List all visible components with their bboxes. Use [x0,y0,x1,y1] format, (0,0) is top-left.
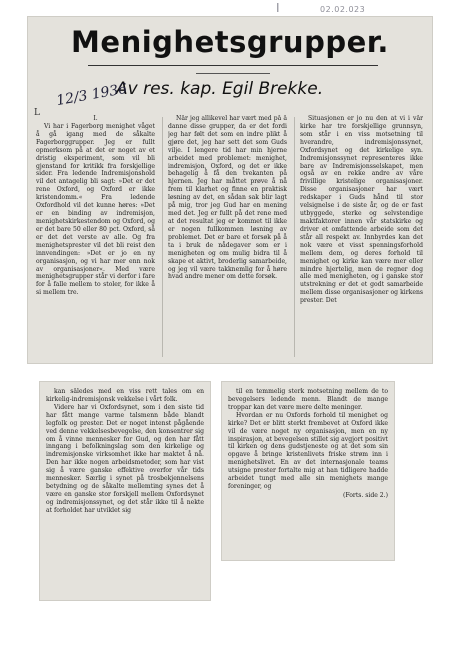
paragraph: Når jeg allikevel har vært med på å danne disse grupper, da er det fordi jeg har følt det som en indre plikt å gjøre det, jeg har sett det som Guds vilje. I lengere tid har min hjerne arbeidet med problemet: menighet, indremisjon, Oxford, og det er ikke behagelig å få den tvekanten på hjernen. Jeg har måttet prøve å nå frem til klarhet og finne en praktisk løsning av det, en sådan sak blir lagt på mig, tror jeg Gud har en mening med det. Jeg er fullt på det rene med at det resultat jeg er kommet til ikke er nogen fullkommen løsning av problemet. Det er bare et forsøk på å ta i bruk de nådegaver som er i menigheten og om mulig bidra til å skape et aktivt, broderlig samarbeide, og jeg vil være takknemlig for å høre hvad andre mener om dette forsøk. [168,115,287,281]
text-column-2 [168,115,287,361]
column-divider [294,117,295,357]
paragraph: til en temmelig sterk motsetning mellem de to bevegelsers ledende menn. Blandt de mange troppar kan det være mere delte meninger. [228,388,388,411]
paragraph: Vi har i Fagerborg menighet våget å gå igang med de såkalte Fagerborggrupper. Jeg er fullt opmerksom på at det er noget av et dristig eksperiment, som vil bli gjenstand for kritikk fra forskjellige sider. Fra ledende Indremisjonshold vil det antagelig bli sagt: »Det er det rene Oxford, og Oxford er ikke kristendomm.« Fra ledende Oxfordhold vil det kunne høres: »Det er en binding av indremisjon, menighetskirkestendom og Oxford, og er det bare 50 eller 80 pct. Oxford, så er det det verste av alle. Og fra menighetsprester vil det bli reist den innvendingen: »Det er jo en ny organisasjon, og vi har mer enn nok av organisasjoner«. Med være menighetsgrupper står vi derfor i fare for å falle mellem to stoler, for ikke å si mellem tre. [36,122,155,297]
text-column-4 [46,388,204,598]
article-clipping-continuation-right [222,382,394,560]
section-number: I. [93,115,98,122]
headline-rule [88,65,378,66]
handwritten-date: 12/3 1936 [55,80,129,110]
headline: Menighetsgrupper. [71,25,389,59]
text-column-5 [228,388,388,556]
text-column-1 [36,115,155,361]
paragraph: Situasjonen er jo nu den at vi i vår kirke har tre forskjellige grunnsyn, som står i en viss motsetning til hverandre, indremisjonssynet, Oxfordsynet og det kirkelige syn. Indremisjonssynet representeres ikke bare av Indremisjonsselskapet, men også av en rekke andre av våre frivillige kristelige organisasjoner. Disse organisasjoner har vært redskaper i Guds hånd til stor velsignelse i de siste år, og de er fast utbyggede, sterke og selvstendige maktfaktorer innen vår statskirke og driver et omfattende arbeide som det står all respekt av. Innbyrdes kan det nok være et visst spenningsforhold mellem dem, og deres forhold til menighet og kirke kan være mer eller mindre hjertelig, men de regner dog alle med menigheten, og i ganske stor utstrekning er det et godt samarbeide mellem disse organisasjoner og kirkens prester. Det [300,115,423,305]
article-clipping-main [28,17,432,363]
byline: Av res. kap. Egil Brekke. [116,79,324,99]
column-divider [162,117,163,357]
paragraph: kan således med en viss rett tales om en kirkelig-indremisjonsk vekkelse i vårt folk. [46,388,204,403]
byline-rule [196,73,270,74]
article-clipping-continuation-left [40,382,210,600]
archive-date: 02.02.023 [320,5,366,14]
archive-mark: I [276,1,280,15]
paragraph: Hvordan er nu Oxfords forhold til menighet og kirke? Det er blitt sterkt frembevet at Oxford ikke vil de være noget ny organisasjon, men en ny inspirasjon, at bevegelsen stillet sig avgjort positivt til kirken og dens gudstjeneste og at det som sin opgave å bringe kristenlivets friske strøm inn i menighetslivet. En av det internasjonale teams utsigne prester fortalte mig at han tidligere hadde arbeidet tungt med alle sin menighets mange foreninger, og [228,411,388,491]
paragraph: Videre har vi Oxfordsynet, som i den siste tid har fått mange varme talsmenn både blandt legfolk og prester. Det er noget intenst pågående ved denne vekkelsesbevegelse, den konsentrer sig om å vinne mennesker for Gud, og den har fått inngang i befolkningslag som den kirkelige og indremisjonske virksomhet ikke har maktet å nå. Den har ikke nogen arbeidsmetoder, som har vist sig å være ganske effektive overfor vår tids mennesker. Særlig i synet på trosbekjennelsens betydning og de såkalte mellemting synes det å være en ganske stor forskjell mellem Oxfordsynet og indremisjonssynet, og det står ikke til å nekte at forholdet har utviklet sig [46,403,204,514]
margin-mark: L [34,108,40,118]
text-column-3 [300,115,423,361]
continuation-note: (Forts. side 2.) [342,491,388,499]
